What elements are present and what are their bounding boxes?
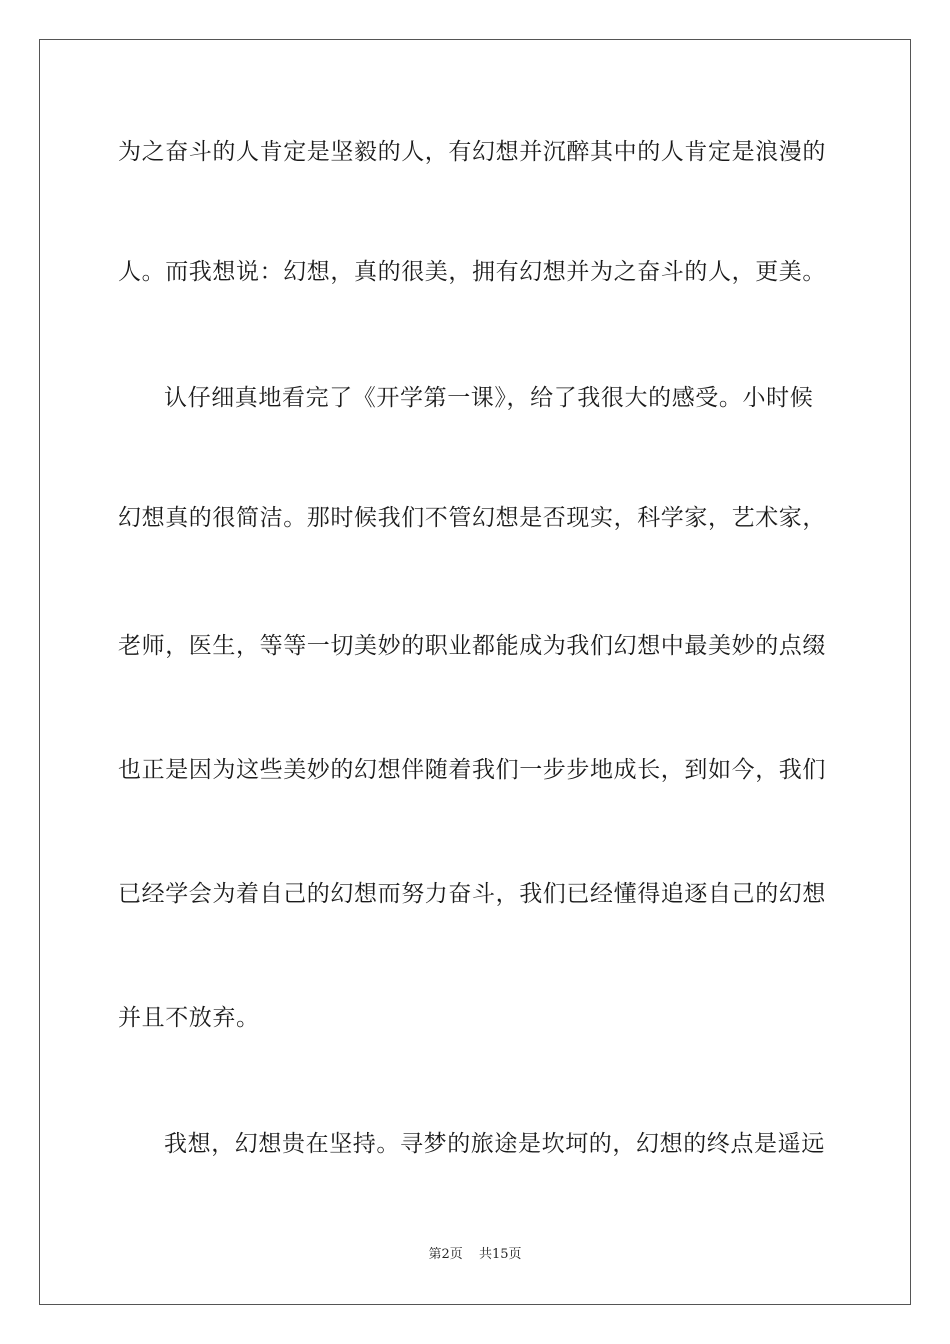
page-total: 共15页 [478,1247,522,1262]
text-line-6: 也正是因为这些美妙的幻想伴随着我们一步步地成长，到如今，我们 [118,757,826,783]
text-line-7: 已经学会为着自己的幻想而努力奋斗，我们已经懂得追逐自己的幻想 [118,881,826,907]
text-line-3: 认仔细真地看完了《开学第一课》，给了我很大的感受。小时候 [164,385,814,411]
text-line-8: 并且不放弃。 [118,1005,260,1031]
text-line-1: 为之奋斗的人肯定是坚毅的人，有幻想并沉醉其中的人肯定是浪漫的 [118,139,826,165]
text-line-5: 老师，医生，等等一切美妙的职业都能成为我们幻想中最美妙的点缀 [118,633,826,659]
page-footer [0,1246,950,1264]
page-number: 第2页 [428,1247,463,1262]
text-line-4: 幻想真的很简洁。那时候我们不管幻想是否现实，科学家，艺术家， [118,505,826,531]
text-line-9: 我想，幻想贵在坚持。寻梦的旅途是坎坷的，幻想的终点是遥远 [164,1131,825,1157]
page-border [39,39,911,1305]
text-line-2: 人。而我想说：幻想，真的很美，拥有幻想并为之奋斗的人，更美。 [118,259,826,285]
